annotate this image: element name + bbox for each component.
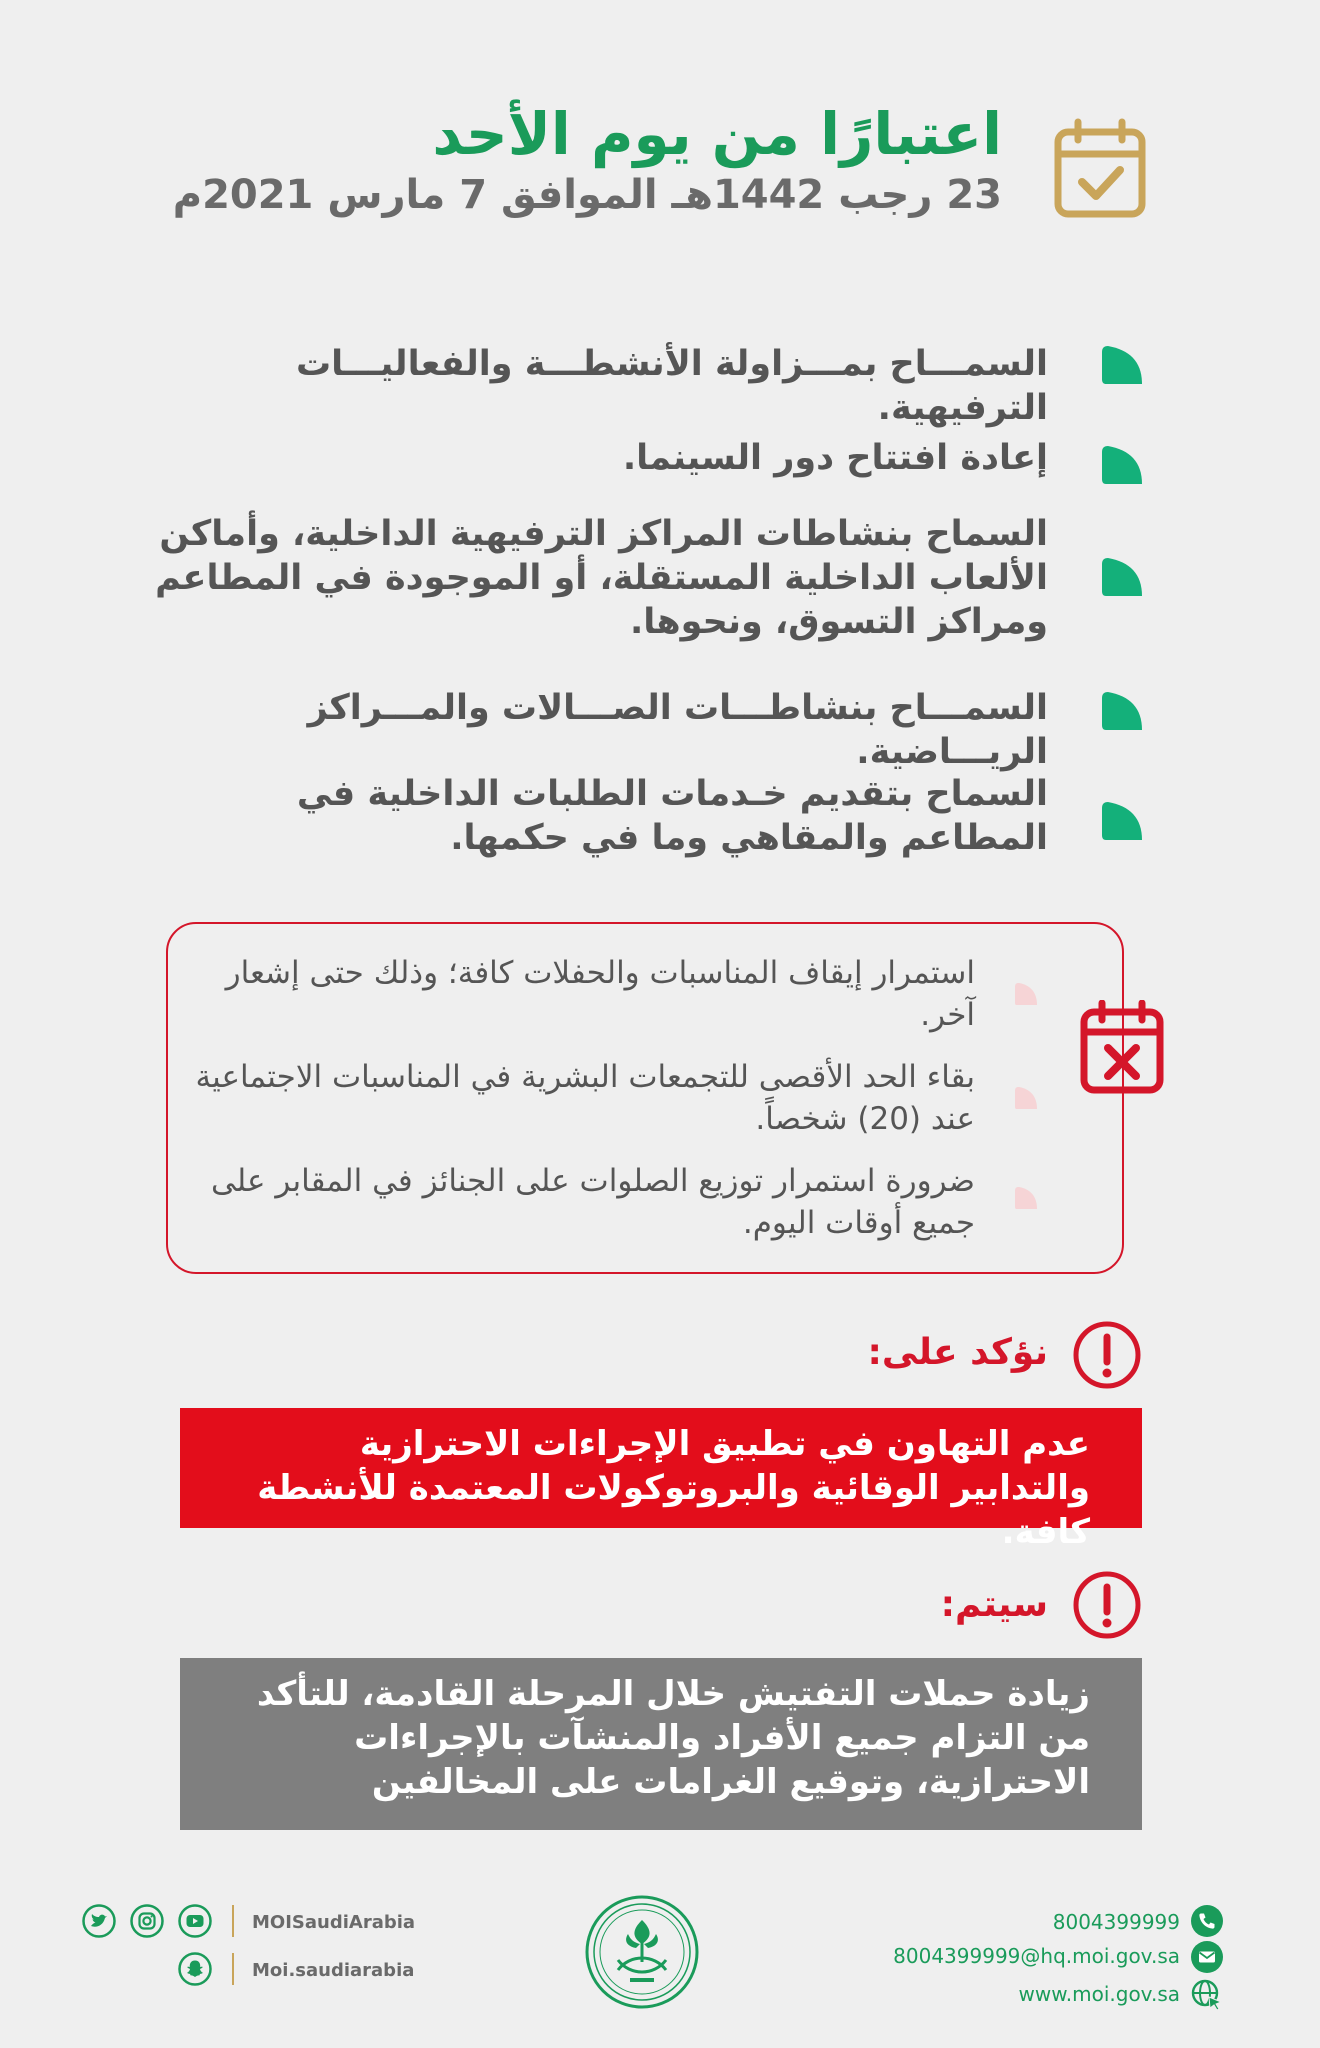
ministry-emblem-logo [584, 1894, 700, 2010]
leaf-bullet-icon [1100, 690, 1144, 732]
social-handle-secondary[interactable]: Moi.saudiarabia [252, 1960, 415, 1981]
restriction-item-gatherings: بقاء الحد الأقصى للتجمعات البشرية في المناسبات الاجتماعية عند (20) شخصاً. [195, 1059, 975, 1137]
page-title: اعتبارًا من يوم الأحد [432, 100, 1002, 168]
will-banner: زيادة حملات التفتيش خلال المرحلة القادمة، للتأكد من التزام جميع الأفراد والمنشآت بالإجراءات الاحترازية، وتوقيع الغرامات على المخالفين [180, 1658, 1142, 1830]
social-handle-primary[interactable]: MOISaudiArabia [252, 1912, 416, 1933]
globe-cursor-icon[interactable] [1190, 1978, 1224, 2012]
allowed-item-entertainment-centers: السماح بنشاطات المراكز الترفيهية الداخلية، وأماكن الألعاب الداخلية المستقلة، أو الموجودة في المطاعم ومراكز التسوق، ونحوها. [155, 514, 1048, 642]
calendar-check-icon [1054, 118, 1146, 218]
leaf-bullet-icon [1014, 1086, 1038, 1110]
date-subtitle: 23 رجب 1442هـ الموافق 7 مارس 2021م [172, 172, 1002, 218]
allowed-item-cinema: إعادة افتتاح دور السينما. [622, 438, 1048, 478]
instagram-icon[interactable] [130, 1904, 164, 1938]
restriction-item-funerals: ضرورة استمرار توزيع الصلوات على الجنائز في المقابر على جميع أوقات اليوم. [210, 1163, 975, 1241]
allowed-item-activities: السمـــاح بمـــزاولة الأنشطـــة والفعاليـــات الترفيهية. [295, 344, 1048, 428]
website-url[interactable]: www.moi.gov.sa [1018, 1982, 1180, 2006]
exclamation-icon [1072, 1320, 1142, 1390]
leaf-bullet-icon [1014, 1186, 1038, 1210]
divider [232, 1905, 234, 1937]
youtube-icon[interactable] [178, 1904, 212, 1938]
leaf-bullet-icon [1100, 556, 1144, 598]
leaf-bullet-icon [1100, 800, 1144, 842]
leaf-bullet-icon [1100, 344, 1144, 386]
twitter-icon[interactable] [82, 1904, 116, 1938]
snapchat-icon[interactable] [178, 1952, 212, 1986]
emphasize-label: نؤكد على: [867, 1332, 1048, 1373]
exclamation-icon [1072, 1570, 1142, 1640]
email-address[interactable]: 8004399999@hq.moi.gov.sa [893, 1944, 1180, 1968]
leaf-bullet-icon [1014, 982, 1038, 1006]
emphasize-banner: عدم التهاون في تطبيق الإجراءات الاحترازية والتدابير الوقائية والبروتوكولات المعتمدة للأنشطة كافة. [180, 1408, 1142, 1528]
will-label: سيتم: [940, 1584, 1048, 1625]
calendar-x-icon [1080, 1000, 1164, 1094]
phone-icon[interactable] [1190, 1904, 1224, 1938]
restriction-item-events: استمرار إيقاف المناسبات والحفلات كافة؛ وذلك حتى إشعار آخر. [225, 955, 975, 1033]
divider [232, 1953, 234, 1985]
email-icon[interactable] [1190, 1940, 1224, 1974]
allowed-item-sports: السمـــاح بنشاطـــات الصـــالات والمـــراكز الريـــاضية. [307, 688, 1048, 772]
allowed-item-restaurants: السماح بتقديم خـدمات الطلبات الداخلية في المطاعم والمقاهي وما في حكمها. [296, 774, 1048, 858]
phone-number[interactable]: 8004399999 [1052, 1910, 1180, 1934]
leaf-bullet-icon [1100, 444, 1144, 486]
